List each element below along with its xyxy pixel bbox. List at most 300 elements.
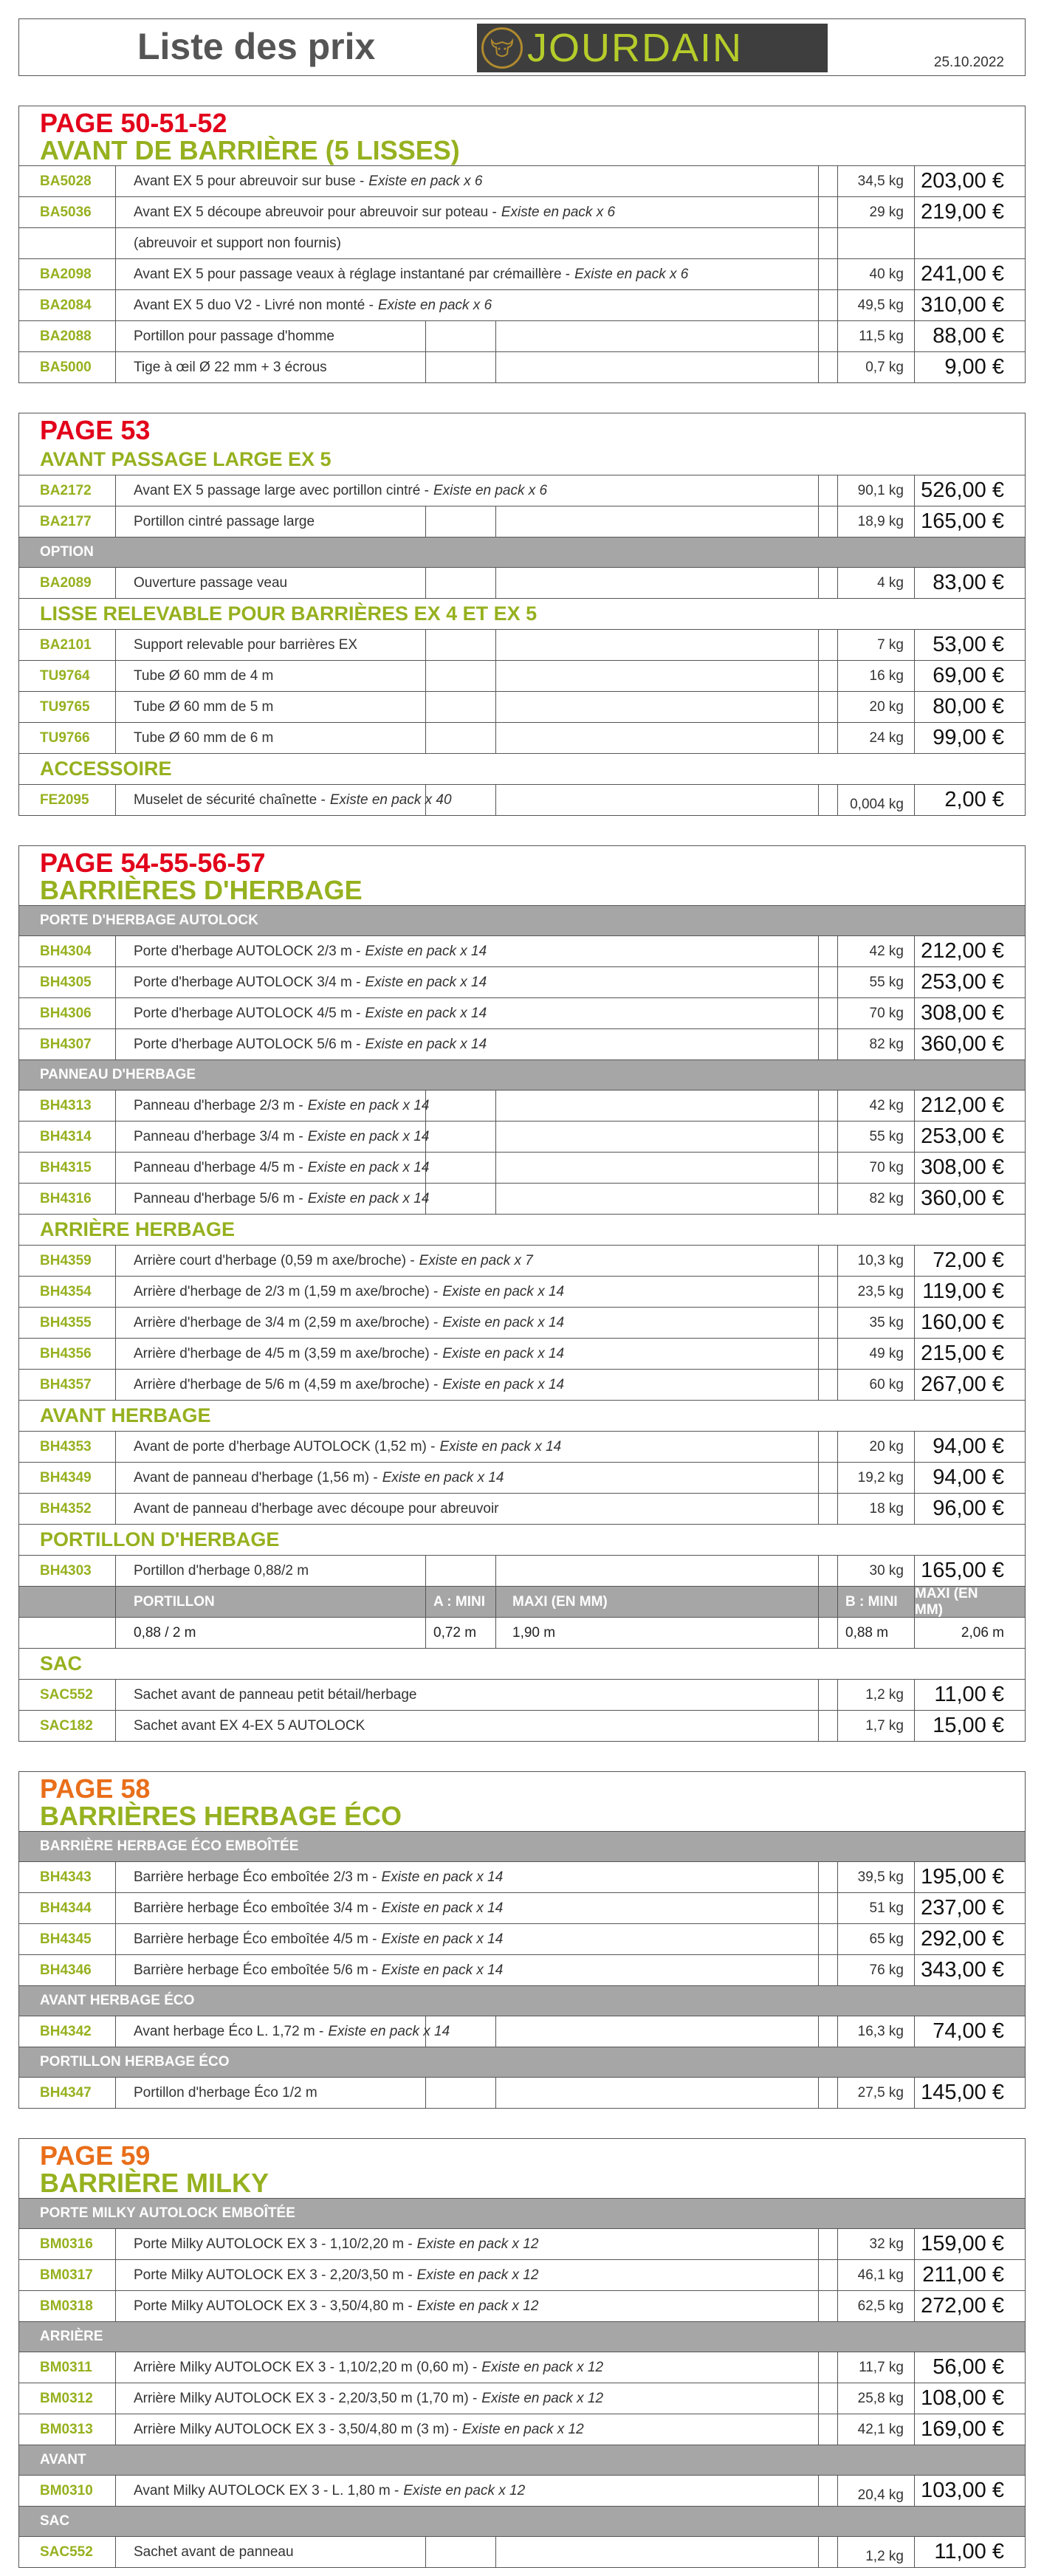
category-band: PANNEAU D'HERBAGE — [19, 1060, 1025, 1090]
product-price: 159,00 € — [921, 2232, 1004, 2256]
section-heading: BARRIÈRES D'HERBAGE — [19, 877, 1025, 906]
product-weight: 55 kg — [838, 967, 915, 997]
pack-note: Existe en pack x 40 — [329, 791, 452, 808]
product-code: BH4342 — [19, 2016, 116, 2047]
product-code: BH4356 — [19, 1339, 116, 1369]
product-description — [116, 1432, 819, 1462]
section-heading: BARRIÈRES HERBAGE ÉCO — [19, 1803, 1025, 1832]
page-reference: PAGE 50-51-52 — [40, 108, 227, 138]
table-row — [19, 936, 1025, 967]
empty-cell — [426, 321, 496, 351]
product-price: 9,00 € — [944, 355, 1004, 379]
product-code: BA2084 — [19, 290, 116, 320]
product-code: SAC182 — [19, 1711, 116, 1741]
empty-cell — [496, 1153, 819, 1183]
product-weight: 16,3 kg — [838, 2016, 915, 2047]
table-row — [19, 723, 1025, 754]
empty-cell — [426, 352, 496, 382]
product-price: 211,00 € — [922, 2263, 1004, 2287]
product-description — [116, 568, 426, 598]
product-description — [116, 1122, 430, 1152]
empty-cell — [819, 228, 838, 258]
category-band: PORTE D'HERBAGE AUTOLOCK — [19, 906, 1025, 936]
product-weight: 49 kg — [838, 1339, 915, 1369]
price-list — [18, 18, 1026, 2568]
product-weight: 20 kg — [838, 1432, 915, 1462]
product-code: BA2088 — [19, 321, 116, 351]
table-row — [19, 785, 1025, 815]
table-row — [19, 1153, 1025, 1184]
description-text: Portillon d'herbage 0,88/2 m — [134, 1562, 309, 1579]
empty-cell — [819, 2476, 838, 2506]
description-text: Barrière herbage Éco emboîtée 3/4 m - — [134, 1900, 377, 1916]
empty-cell — [819, 1277, 838, 1307]
product-weight: 10,3 kg — [838, 1246, 915, 1276]
description-text: Avant EX 5 pour abreuvoir sur buse - — [134, 173, 365, 189]
table-row — [19, 1494, 1025, 1525]
description-text: Arrière d'herbage de 5/6 m (4,59 m axe/broche) - — [134, 1376, 439, 1392]
product-price: 96,00 € — [933, 1497, 1004, 1520]
product-price: 267,00 € — [921, 1373, 1004, 1396]
description-text: Arrière Milky AUTOLOCK EX 3 - 2,20/3,50 m (1,70 m) - — [134, 2390, 478, 2406]
product-price: 74,00 € — [933, 2019, 1004, 2043]
pack-note: Existe en pack x 14 — [381, 1869, 504, 1885]
empty-cell — [819, 1308, 838, 1338]
product-weight: 27,5 kg — [838, 2078, 915, 2108]
dimension-value: 0,88 m — [838, 1618, 915, 1648]
empty-cell — [819, 1370, 838, 1400]
product-description — [116, 1277, 819, 1307]
page-reference: PAGE 58 — [40, 1773, 151, 1804]
product-code: BH4352 — [19, 1494, 116, 1524]
pack-note: Existe en pack x 14 — [442, 1345, 565, 1361]
product-description — [116, 1556, 426, 1586]
section-gap — [18, 76, 1026, 106]
product-code: BH4346 — [19, 1955, 116, 1985]
product-price: 165,00 € — [921, 1559, 1004, 1582]
description-text: Porte Milky AUTOLOCK EX 3 - 1,10/2,20 m - — [134, 2236, 413, 2252]
product-price: 212,00 € — [921, 939, 1004, 963]
product-weight: 34,5 kg — [838, 166, 915, 196]
product-description — [116, 692, 426, 722]
product-weight: 1,2 kg — [838, 1680, 915, 1710]
description-text: Sachet avant EX 4-EX 5 AUTOLOCK — [134, 1717, 365, 1734]
table-row — [19, 1370, 1025, 1401]
description-text: Porte d'herbage AUTOLOCK 3/4 m - — [134, 974, 361, 990]
section-heading: BARRIÈRE MILKY — [19, 2170, 1025, 2199]
product-price: 241,00 € — [921, 262, 1004, 286]
product-description — [116, 1463, 819, 1493]
product-weight: 51 kg — [838, 1893, 915, 1923]
product-code: BM0316 — [19, 2229, 116, 2259]
page-reference: PAGE 59 — [40, 2140, 151, 2171]
pack-note: Existe en pack x 14 — [442, 1283, 565, 1299]
description-text: Portillon pour passage d'homme — [134, 328, 334, 344]
empty-cell — [426, 506, 496, 537]
category-band: AVANT — [19, 2445, 1025, 2476]
description-text: Arrière d'herbage de 4/5 m (3,59 m axe/broche) - — [134, 1345, 439, 1361]
pack-note: Existe en pack x 12 — [416, 2236, 539, 2252]
subsection-heading: AVANT HERBAGE — [19, 1401, 1025, 1432]
empty-cell — [426, 661, 496, 691]
description-text: Arrière court d'herbage (0,59 m axe/broche) - — [134, 1252, 415, 1268]
category-band: OPTION — [19, 537, 1025, 568]
table-row — [19, 1711, 1025, 1741]
product-weight: 42 kg — [838, 1090, 915, 1121]
product-code: BA2098 — [19, 259, 116, 289]
product-description — [116, 2229, 819, 2259]
product-weight: 42 kg — [838, 936, 915, 966]
brand-name: JOURDAIN — [527, 26, 743, 70]
empty-cell — [819, 1432, 838, 1462]
product-description — [116, 2078, 426, 2108]
empty-cell — [426, 2078, 496, 2108]
price-section — [18, 106, 1026, 383]
table-row — [19, 2414, 1025, 2445]
product-code: BH4347 — [19, 2078, 116, 2108]
product-description — [116, 936, 819, 966]
table-row — [19, 1308, 1025, 1339]
product-weight: 62,5 kg — [838, 2291, 915, 2321]
subsection-heading: PORTILLON D'HERBAGE — [19, 1525, 1025, 1556]
empty-cell — [496, 2537, 819, 2567]
description-text: Avant EX 5 passage large avec portillon cintré - — [134, 482, 429, 498]
product-code: BH4313 — [19, 1090, 116, 1121]
product-weight: 19,2 kg — [838, 1463, 915, 1493]
empty-cell — [426, 692, 496, 722]
description-text: Panneau d'herbage 5/6 m - — [134, 1190, 303, 1206]
product-price: 360,00 € — [921, 1032, 1004, 1056]
product-weight: 11,7 kg — [838, 2352, 915, 2383]
dimension-label: A : MINI — [426, 1587, 496, 1617]
table-row — [19, 506, 1025, 537]
list-date: 25.10.2022 — [933, 55, 1004, 70]
product-price: 69,00 € — [933, 664, 1004, 687]
table-row — [19, 692, 1025, 723]
pack-note: Existe en pack x 14 — [382, 1469, 504, 1486]
product-weight: 30 kg — [838, 1556, 915, 1586]
empty-cell — [496, 692, 819, 722]
product-weight: 20,4 kg — [838, 2476, 915, 2506]
product-description — [116, 723, 426, 753]
table-row — [19, 1556, 1025, 1587]
empty-cell — [819, 1090, 838, 1121]
product-code: BH4359 — [19, 1246, 116, 1276]
empty-cell — [819, 1463, 838, 1493]
product-description — [116, 475, 819, 506]
product-price: 53,00 € — [933, 633, 1004, 656]
empty-cell — [819, 321, 838, 351]
product-description — [116, 1924, 819, 1954]
empty-cell — [819, 1862, 838, 1892]
description-text: Panneau d'herbage 2/3 m - — [134, 1097, 303, 1113]
empty-cell — [819, 2291, 838, 2321]
product-weight: 90,1 kg — [838, 475, 915, 506]
page-reference: PAGE 53 — [40, 415, 151, 445]
product-code: BH4353 — [19, 1432, 116, 1462]
table-row — [19, 1893, 1025, 1924]
product-description — [116, 1862, 819, 1892]
table-row — [19, 166, 1025, 197]
product-price: 237,00 € — [921, 1896, 1004, 1920]
description-text: (abreuvoir et support non fournis) — [134, 235, 341, 251]
product-code: BH4343 — [19, 1862, 116, 1892]
price-section — [18, 1771, 1026, 2109]
pack-note: Existe en pack x 14 — [442, 1314, 565, 1330]
product-weight: 18 kg — [838, 1494, 915, 1524]
product-description — [116, 228, 819, 258]
table-row — [19, 661, 1025, 692]
product-price: 253,00 € — [921, 970, 1004, 994]
product-description — [116, 630, 426, 660]
product-weight: 82 kg — [838, 1184, 915, 1214]
table-row — [19, 2260, 1025, 2291]
empty-cell — [496, 1184, 819, 1214]
table-row — [19, 1680, 1025, 1711]
section-gap — [18, 383, 1026, 413]
product-weight: 23,5 kg — [838, 1277, 915, 1307]
dimension-value: 0,88 / 2 m — [116, 1618, 426, 1648]
table-row — [19, 630, 1025, 661]
table-row — [19, 2537, 1025, 2567]
empty-cell — [819, 2352, 838, 2383]
section-gap — [18, 1742, 1026, 1771]
product-weight: 29 kg — [838, 197, 915, 227]
empty-cell — [496, 630, 819, 660]
product-code: BH4349 — [19, 1463, 116, 1493]
product-code: BH4306 — [19, 998, 116, 1028]
description-text: Avant EX 5 pour passage veaux à réglage instantané par crémaillère - — [134, 266, 571, 282]
product-description — [116, 290, 819, 320]
description-text: Barrière herbage Éco emboîtée 4/5 m - — [134, 1931, 377, 1947]
pack-note: Existe en pack x 14 — [365, 974, 487, 990]
pack-note: Existe en pack x 12 — [416, 2267, 539, 2283]
empty-cell — [496, 321, 819, 351]
product-description — [116, 506, 426, 537]
empty-cell — [496, 661, 819, 691]
description-text: Tube Ø 60 mm de 6 m — [134, 729, 274, 746]
product-price: 99,00 € — [933, 726, 1004, 749]
product-code: BH4304 — [19, 936, 116, 966]
product-code: TU9765 — [19, 692, 116, 722]
description-text: Ouverture passage veau — [134, 574, 288, 591]
empty-cell — [496, 1090, 819, 1121]
product-description — [116, 321, 426, 351]
pack-note: Existe en pack x 14 — [381, 1900, 504, 1916]
empty-cell — [819, 967, 838, 997]
dimension-value: 0,72 m — [426, 1618, 496, 1648]
product-code: BH4344 — [19, 1893, 116, 1923]
product-price: 94,00 € — [933, 1466, 1004, 1489]
product-price: 169,00 € — [921, 2417, 1004, 2441]
description-text: Sachet avant de panneau — [134, 2544, 294, 2560]
empty-cell — [496, 568, 819, 598]
product-code: BH4305 — [19, 967, 116, 997]
pack-note: Existe en pack x 12 — [403, 2482, 526, 2498]
section-gap — [18, 2109, 1026, 2138]
product-weight: 55 kg — [838, 1122, 915, 1152]
dimension-value: 2,06 m — [961, 1624, 1004, 1641]
product-code: TU9766 — [19, 723, 116, 753]
page-title: Liste des prix — [137, 26, 376, 67]
product-code: BH4354 — [19, 1277, 116, 1307]
category-band: AVANT HERBAGE ÉCO — [19, 1986, 1025, 2016]
price-section — [18, 845, 1026, 1742]
product-description — [116, 967, 819, 997]
product-code: BH4355 — [19, 1308, 116, 1338]
table-row — [19, 1339, 1025, 1370]
empty-cell — [819, 1184, 838, 1214]
empty-cell — [819, 661, 838, 691]
product-weight: 0,004 kg — [838, 785, 915, 815]
product-price: 308,00 € — [921, 1155, 1004, 1179]
table-row — [19, 1432, 1025, 1463]
empty-cell — [819, 1122, 838, 1152]
table-row — [19, 197, 1025, 228]
table-row — [19, 1122, 1025, 1153]
empty-cell — [426, 2537, 496, 2567]
product-weight: 1,7 kg — [838, 1711, 915, 1741]
empty-cell — [496, 1556, 819, 1586]
product-weight: 76 kg — [838, 1955, 915, 1985]
product-price: 94,00 € — [933, 1435, 1004, 1458]
product-code: BM0313 — [19, 2414, 116, 2445]
table-row — [19, 2016, 1025, 2047]
product-weight: 7 kg — [838, 630, 915, 660]
dimension-label: PORTILLON — [116, 1587, 426, 1617]
description-text: Portillon cintré passage large — [134, 513, 315, 529]
product-description — [116, 2476, 819, 2506]
product-code: BM0310 — [19, 2476, 116, 2506]
empty-cell — [819, 352, 838, 382]
price-section — [18, 413, 1026, 816]
pack-note: Existe en pack x 6 — [368, 173, 483, 189]
product-weight: 4 kg — [838, 568, 915, 598]
description-text: Arrière d'herbage de 2/3 m (1,59 m axe/broche) - — [134, 1283, 439, 1299]
table-row — [19, 228, 1025, 259]
pack-note: Existe en pack x 14 — [328, 2023, 450, 2039]
pack-note: Existe en pack x 12 — [481, 2359, 604, 2375]
product-code: BA5028 — [19, 166, 116, 196]
dimension-label: MAXI (EN MM) — [915, 1585, 978, 1618]
product-weight: 42,1 kg — [838, 2414, 915, 2445]
table-row — [19, 2383, 1025, 2414]
description-text: Barrière herbage Éco emboîtée 2/3 m - — [134, 1869, 377, 1885]
table-row — [19, 1277, 1025, 1308]
product-description — [116, 1494, 819, 1524]
empty-cell — [426, 1153, 496, 1183]
product-price: 145,00 € — [921, 2081, 1004, 2104]
product-description — [116, 1308, 819, 1338]
product-weight: 11,5 kg — [838, 321, 915, 351]
empty-cell — [819, 197, 838, 227]
description-text: Porte d'herbage AUTOLOCK 5/6 m - — [134, 1036, 361, 1052]
product-weight: 18,9 kg — [838, 506, 915, 537]
product-code: BA2101 — [19, 630, 116, 660]
description-text: Avant de panneau d'herbage (1,56 m) - — [134, 1469, 378, 1486]
product-code: BM0317 — [19, 2260, 116, 2290]
brand-logo — [477, 24, 828, 72]
product-weight: 70 kg — [838, 998, 915, 1028]
product-weight: 49,5 kg — [838, 290, 915, 320]
table-row — [19, 1029, 1025, 1060]
product-price: 195,00 € — [921, 1865, 1004, 1889]
empty-cell — [426, 785, 496, 815]
pack-note: Existe en pack x 14 — [307, 1159, 430, 1175]
product-weight: 25,8 kg — [838, 2383, 915, 2414]
subsection-heading: SAC — [19, 1649, 1025, 1680]
empty-cell — [819, 2414, 838, 2445]
product-description — [116, 2537, 426, 2567]
product-code: BM0311 — [19, 2352, 116, 2383]
section-heading: AVANT DE BARRIÈRE (5 LISSES) — [19, 137, 1025, 166]
product-description — [116, 2352, 819, 2383]
pack-note: Existe en pack x 12 — [461, 2421, 584, 2437]
product-weight: 16 kg — [838, 661, 915, 691]
product-code: SAC552 — [19, 2537, 116, 2567]
table-row — [19, 2229, 1025, 2260]
description-text: Barrière herbage Éco emboîtée 5/6 m - — [134, 1962, 377, 1978]
description-text: Avant de panneau d'herbage avec découpe pour abreuvoir — [134, 1500, 499, 1517]
product-code: BA5000 — [19, 352, 116, 382]
empty-cell — [819, 568, 838, 598]
product-price: 103,00 € — [921, 2479, 1004, 2502]
product-weight: 35 kg — [838, 1308, 915, 1338]
table-row — [19, 1184, 1025, 1215]
product-weight: 0,7 kg — [838, 352, 915, 382]
empty-cell — [819, 1339, 838, 1369]
product-description — [116, 1955, 819, 1985]
product-description — [116, 2016, 450, 2047]
empty-cell — [819, 475, 838, 506]
product-price: 88,00 € — [933, 324, 1004, 348]
product-price: 165,00 € — [921, 509, 1004, 533]
product-code: BH4314 — [19, 1122, 116, 1152]
table-row — [19, 998, 1025, 1029]
dimension-value: 1,90 m — [496, 1618, 819, 1648]
product-price: 343,00 € — [921, 1958, 1004, 1982]
table-row — [19, 290, 1025, 321]
empty-cell — [819, 785, 838, 815]
table-row — [19, 2352, 1025, 2383]
empty-cell — [819, 998, 838, 1028]
empty-cell — [496, 1122, 819, 1152]
product-description — [116, 259, 819, 289]
table-row — [19, 1090, 1025, 1122]
table-row — [19, 1924, 1025, 1955]
product-price: 83,00 € — [933, 571, 1004, 594]
product-weight: 39,5 kg — [838, 1862, 915, 1892]
empty-cell — [426, 1122, 496, 1152]
subsection-heading: ACCESSOIRE — [19, 754, 1025, 785]
description-text: Tube Ø 60 mm de 5 m — [134, 698, 274, 715]
empty-cell — [819, 1955, 838, 1985]
empty-cell — [426, 2016, 496, 2047]
product-code: SAC552 — [19, 1680, 116, 1710]
product-price: 11,00 € — [934, 1683, 1004, 1706]
product-price — [915, 228, 1025, 258]
empty-cell — [426, 568, 496, 598]
description-text: Avant herbage Éco L. 1,72 m - — [134, 2023, 324, 2039]
category-band: SAC — [19, 2507, 1025, 2537]
product-description — [116, 998, 819, 1028]
table-row — [19, 2078, 1025, 2108]
product-weight: 60 kg — [838, 1370, 915, 1400]
pack-note: Existe en pack x 6 — [377, 297, 492, 313]
empty-cell — [19, 1618, 116, 1648]
empty-cell — [496, 723, 819, 753]
pack-note: Existe en pack x 6 — [501, 204, 616, 220]
